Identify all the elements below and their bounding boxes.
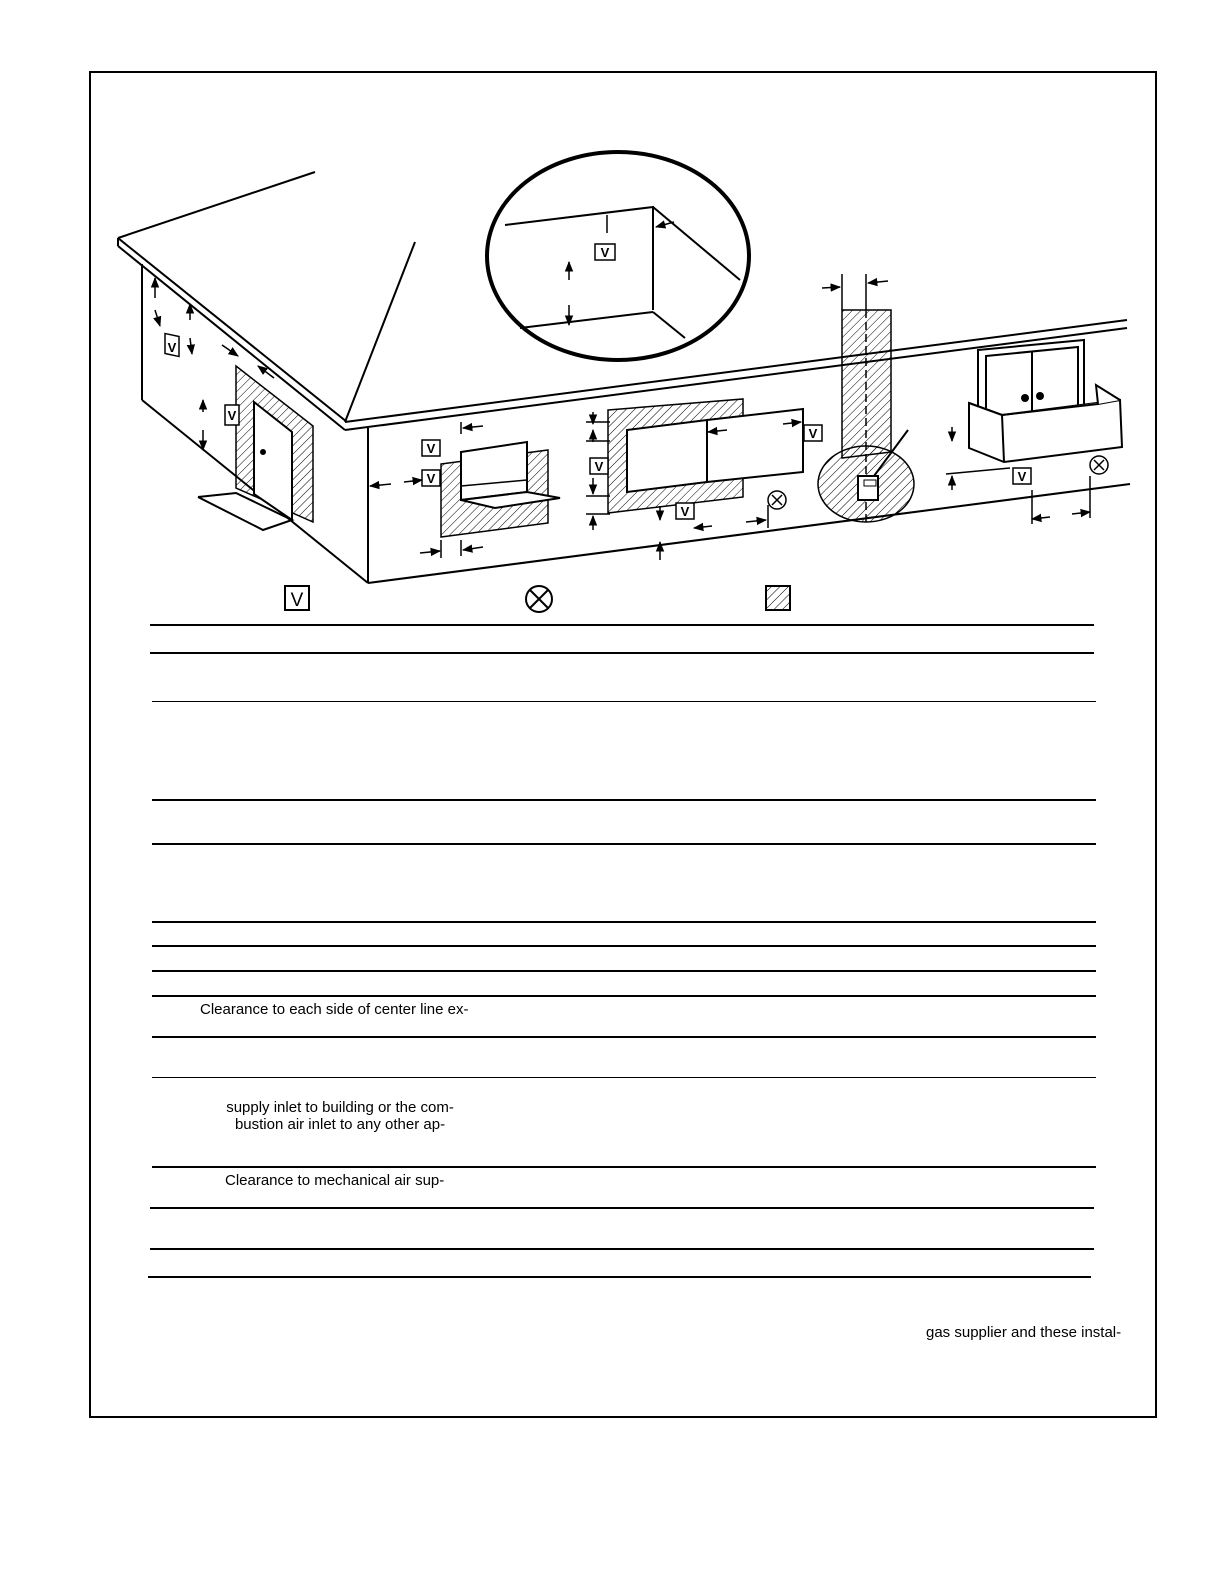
table-rule [152, 921, 1096, 923]
table-rule [152, 1166, 1096, 1168]
table-rule [152, 945, 1096, 947]
table-rule [150, 1248, 1094, 1250]
vent-label: V [227, 408, 237, 423]
balcony-door [969, 340, 1122, 484]
table-note: Clearance to each side of center line ex- [200, 1001, 469, 1018]
window-center [590, 399, 822, 519]
table-rule [148, 1276, 1091, 1278]
vent-label: V [808, 426, 818, 441]
detail-callout [487, 152, 749, 360]
table-rule [152, 1036, 1096, 1038]
table-note: supply inlet to building or the com- [226, 1099, 454, 1116]
window-left [422, 440, 560, 537]
vent-legend-symbol: V [290, 590, 304, 611]
vent-label: V [680, 504, 690, 519]
hatched-square-icon [766, 586, 790, 610]
table-rule [152, 843, 1096, 845]
vent-label: V [594, 459, 604, 474]
vent-label: V [426, 471, 436, 486]
legend [285, 586, 790, 612]
circle-x-icon [526, 586, 552, 612]
table-rule [152, 995, 1096, 997]
vent-stack [818, 274, 914, 522]
vent-label: V [1017, 469, 1027, 484]
table-rule [150, 624, 1094, 626]
vent-label: V [600, 245, 610, 260]
table-rule [152, 970, 1096, 972]
vent-label: V [426, 441, 436, 456]
vent-label: V [167, 340, 177, 355]
table-rule [150, 1207, 1094, 1209]
table-note: Clearance to mechanical air sup- [225, 1172, 445, 1189]
table-rule [152, 799, 1096, 801]
table-rule [152, 1077, 1096, 1078]
footer-note: gas supplier and these instal- [926, 1324, 1122, 1341]
table-rule [150, 652, 1094, 654]
table-note: bustion air inlet to any other ap- [234, 1116, 446, 1133]
table-rule [152, 701, 1096, 702]
